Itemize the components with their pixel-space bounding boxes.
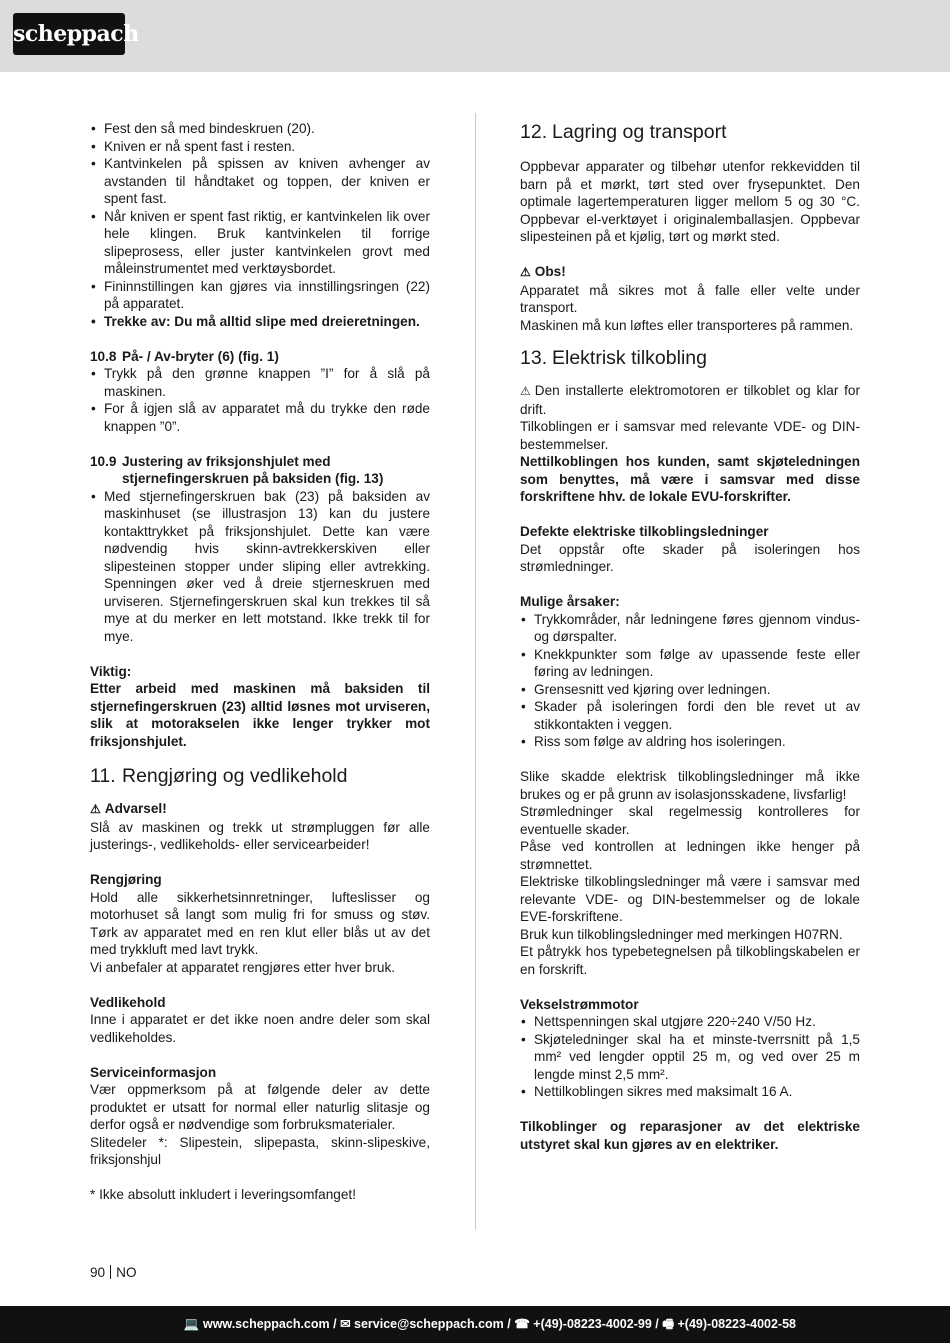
- website-link[interactable]: www.scheppach.com: [202, 1317, 330, 1331]
- email-link[interactable]: service@scheppach.com: [354, 1317, 504, 1331]
- page-footer: 💻 www.scheppach.com / ✉ service@scheppach.com / ☎ +(49)-08223-4002-99 / 🖷 +(49)-08223-4002-58: [0, 1306, 950, 1343]
- list-item: • Med stjernefingerskruen bak (23) på baksiden av maskinhuset (se illustrasjon 13) kan du justere kontakttrykket på friksjonshjulet. Dette kan være nødvendig hvis skinn-avtrekkerskiven eller slipesteinen stopper under sliping eller avtrekking. Spenningen øker ved å dreie stjerneskruen med urviseren. Stjernefingerskruen skal kun trekkes til så mye at du merker en lett motstand. Ikke trekk til for mye.: [90, 488, 430, 646]
- list-item: • Fininnstillingen kan gjøres via innstillingsringen (22) på apparatet.: [90, 278, 430, 313]
- elek-text-1-content: Den installerte elektromotoren er tilkoblet og klar for drift.: [520, 383, 860, 417]
- bullet-list-knife: [90, 120, 430, 330]
- section-number: 11.: [90, 765, 116, 787]
- email-icon: ✉: [340, 1317, 351, 1331]
- phone-number: +(49)-08223-4002-99: [533, 1317, 652, 1331]
- obs-text-1: Apparatet må sikres mot å falle eller velte under transport.: [520, 282, 860, 315]
- advarsel-text: Slå av maskinen og trekk ut strømpluggen før alle justerings-, vedlikeholds- eller servicearbeider!: [90, 819, 430, 852]
- warning-icon: ⚠: [520, 384, 531, 398]
- list-item: • Riss som følge av aldring hos isoleringen.: [520, 733, 860, 751]
- section-title: Rengjøring og vedlikehold: [122, 765, 348, 787]
- patrykk-text: Et påtrykk hos typebetegnelsen på tilkoblingskabelen er en forskrift.: [520, 944, 860, 977]
- rengjoring-text-2: Vi anbefaler at apparatet rengjøres etter hver bruk.: [90, 959, 396, 975]
- list-item-bold: • Trekke av: Du må alltid slipe med dreieretningen.: [90, 313, 430, 331]
- page-language: NO: [116, 1265, 137, 1280]
- advarsel-heading: [90, 800, 430, 819]
- elek-text-2: Tilkoblingen er i samsvar med relevante VDE- og DIN-bestemmelser.: [520, 419, 860, 452]
- subsection-10-8-heading: [90, 348, 430, 366]
- strom-text: Strømledninger skal regelmessig kontrolleres for eventuelle skader.: [520, 804, 860, 837]
- pase-text: Påse ved kontrollen at ledningen ikke henger på strømnettet.: [520, 839, 860, 872]
- section-number: 12.: [520, 121, 548, 143]
- obs-label: Obs!: [534, 264, 566, 279]
- final-bold-text: Tilkoblinger og reparasjoner av det elektriske utstyret skal kun gjøres av en elektriker.: [520, 1119, 860, 1152]
- list-item: • For å igjen slå av apparatet må du trykke den røde knappen ”0”.: [90, 400, 430, 435]
- viktig-label: Viktig:: [90, 663, 132, 679]
- page-number-value: 90: [90, 1265, 106, 1280]
- section-title: Elektrisk tilkobling: [552, 347, 707, 369]
- rengjoring-label: Rengjøring: [90, 872, 162, 887]
- computer-icon: 💻: [183, 1317, 200, 1331]
- mulige-label: Mulige årsaker:: [520, 594, 620, 609]
- viktig-text: Etter arbeid med maskinen må baksiden til stjernefingerskruen (23) alltid løsnes mot urviseren, slik at motorakselen ikke lenger trykker mot friksjonshjulet.: [90, 681, 430, 749]
- list-item: • Kniven er nå spent fast i resten.: [90, 138, 430, 156]
- vedlikehold-text: Inne i apparatet er det ikke noen andre deler som skal vedlikeholdes.: [90, 1012, 430, 1045]
- veksel-label: Vekselstrømmotor: [520, 996, 639, 1012]
- bullet-list-causes: [520, 611, 860, 751]
- page-header: [0, 0, 950, 72]
- list-item: • Skjøteledninger skal ha et minste-tverrsnitt på 1,5 mm² ved lengder opptil 25 m, og ved over 25 m lengde minst 2,5 mm².: [520, 1031, 860, 1084]
- list-item: • Fest den så med bindeskruen (20).: [90, 120, 430, 138]
- column-divider: [475, 113, 476, 1230]
- list-item: • Nettilkoblingen sikres med maksimalt 16 A.: [520, 1083, 860, 1101]
- vedlikehold-label: Vedlikehold: [90, 994, 166, 1010]
- section-number: 10.8: [90, 348, 117, 364]
- rengjoring-text: Hold alle sikkerhetsinnretninger, lufteslisser og motorhuset så langt som mulig fri for smuss og støv. Tørk av apparatet med en ren klut eller blås ut av det med trykkluft med lavt trykk.: [90, 889, 430, 957]
- list-item: • Knekkpunkter som følge av upassende feste eller føring av ledningen.: [520, 646, 860, 681]
- right-column: [520, 120, 860, 1153]
- page-separator: [110, 1265, 111, 1279]
- list-item: • Kantvinkelen på spissen av kniven avhenger av avstanden til håndtaket og toppen, der kniven er spent fast.: [90, 155, 430, 208]
- subsection-10-9-heading: [90, 453, 430, 488]
- service-text: Vær oppmerksom på at følgende deler av dette produktet er utsatt for normal eller naturlig slitasje og derfor også er nødvendige som forbruksmaterialer.: [90, 1082, 430, 1132]
- left-column: [90, 120, 430, 1204]
- list-item: • Grensesnitt ved kjøring over ledningen.: [520, 681, 860, 699]
- section-13-heading: [520, 346, 860, 370]
- list-item: • Skader på isoleringen fordi den ble revet ut av stikkontakten i veggen.: [520, 698, 860, 733]
- obs-heading: [520, 263, 860, 282]
- bullet-list-switch: [90, 365, 430, 435]
- scheppach-logo: scheppach: [13, 13, 125, 55]
- elek-bold-text: Nettilkoblingen hos kunden, samt skjøteledningen som benyttes, må være i samsvar med disse forskriftene hhv. de lokale EVU-forskrifter.: [520, 454, 860, 504]
- fax-number: +(49)-08223-4002-58: [677, 1317, 796, 1331]
- defekte-label: Defekte elektriske tilkoblingsledninger: [520, 524, 769, 539]
- list-item: • Trykkområder, når ledningene føres gjennom vindus- og dørspalter.: [520, 611, 860, 646]
- bruk-text: Bruk kun tilkoblingsledninger med merkingen H07RN.: [520, 926, 843, 942]
- section-number: 10.9: [90, 453, 117, 469]
- section-11-heading: [90, 764, 430, 788]
- section-title: Justering av friksjonshjulet med stjernefingerskruen på baksiden (fig. 13): [122, 453, 384, 486]
- slitedeler-text: Slitedeler *: Slipestein, slipepasta, skinn-slipeskive, friksjonshjul: [90, 1134, 430, 1167]
- warning-icon: ⚠: [520, 265, 531, 279]
- section-12-heading: [520, 120, 860, 144]
- advarsel-label: Advarsel!: [104, 801, 167, 816]
- slike-text: Slike skadde elektrisk tilkoblingsledninger må ikke brukes og er på grunn av isolasjonsskadene, livsfarlig!: [520, 769, 860, 802]
- list-item: • Nettspenningen skal utgjøre 220÷240 V/50 Hz.: [520, 1013, 860, 1031]
- elek-text-1: [520, 382, 860, 418]
- phone-icon: ☎: [514, 1317, 530, 1331]
- section-title: På- / Av-bryter (6) (fig. 1): [122, 348, 279, 364]
- footnote: * Ikke absolutt inkludert i leveringsomfanget!: [90, 1187, 356, 1202]
- warning-icon: ⚠: [90, 802, 101, 816]
- section-number: 13.: [520, 347, 548, 369]
- page-number: [90, 1265, 137, 1280]
- bullet-list-friction: [90, 488, 430, 646]
- section-title: Lagring og transport: [552, 121, 727, 143]
- lagring-text: Oppbevar apparater og tilbehør utenfor rekkevidden til barn på et mørkt, tørt sted over frysepunktet. Den optimale lagertemperaturen ligger mellom 5 og 30 °C. Oppbevar el-verktøyet i originalemballasjen. Oppbevar slipesteinen på et kjølig, tørt og mørkt sted.: [520, 159, 860, 244]
- defekte-text: Det oppstår ofte skader på isoleringen hos strømledninger.: [520, 541, 860, 574]
- bullet-list-ac-motor: [520, 1013, 860, 1101]
- elek-ledn-text: Elektriske tilkoblingsledninger må være i samsvar med relevante VDE- og DIN-bestemmelser og de lokale EVE-forskriftene.: [520, 874, 860, 924]
- list-item: • Trykk på den grønne knappen ”I” for å slå på maskinen.: [90, 365, 430, 400]
- fax-icon: 🖷: [662, 1317, 675, 1331]
- list-item: • Når kniven er spent fast riktig, er kantvinkelen lik over hele klingen. Bruk kantvinkelen til forrige slipeprosess, eller juster kantvinkelen grovt med måleinstrumentet med verktøysbordet.: [90, 208, 430, 278]
- service-label: Serviceinformasjon: [90, 1064, 217, 1080]
- obs-text-2: Maskinen må kun løftes eller transporteres på rammen.: [520, 317, 854, 333]
